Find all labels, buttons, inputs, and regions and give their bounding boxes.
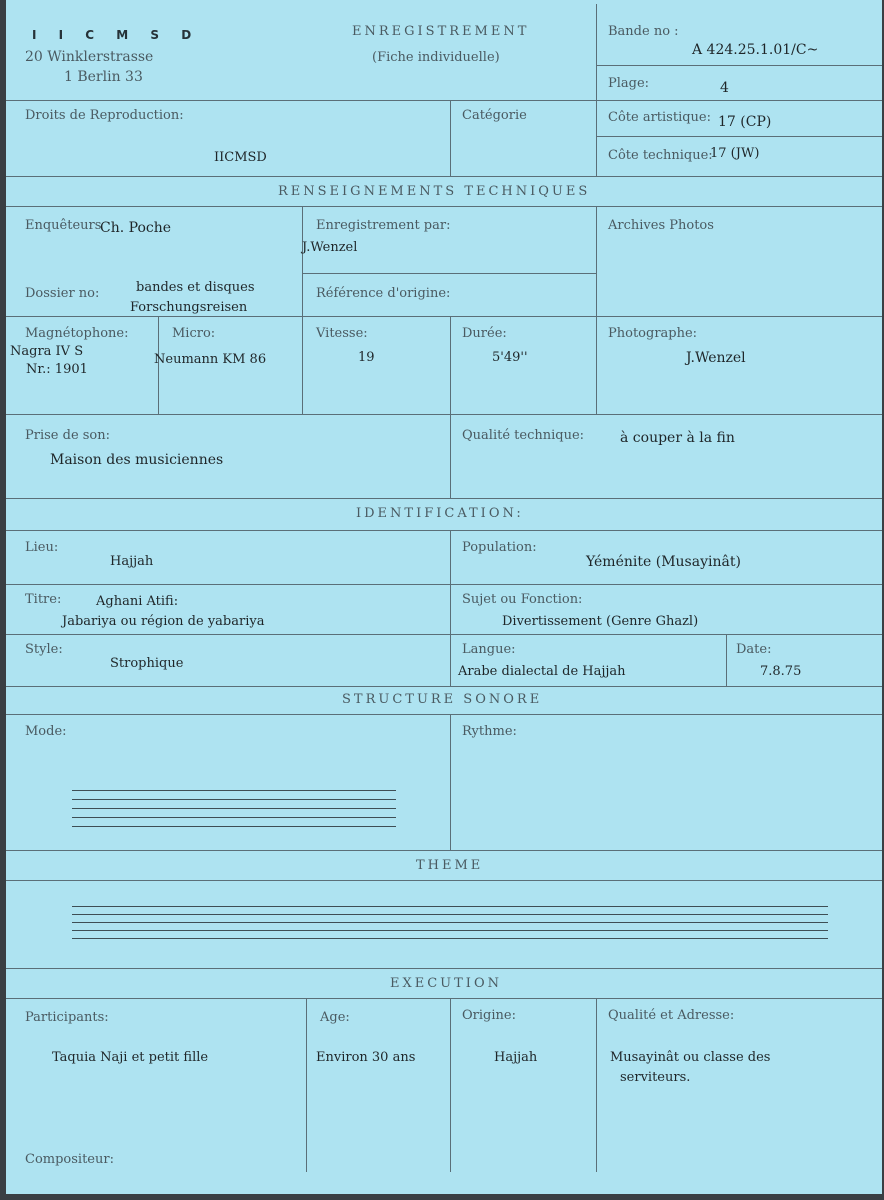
cote-artistique-label: Côte artistique: (608, 110, 711, 125)
archives-label: Archives Photos (608, 218, 714, 233)
mode-staff-line (72, 799, 396, 800)
micro-label: Micro: (172, 326, 216, 341)
magnetophone-value-2: Nr.: 1901 (26, 362, 88, 377)
rule (302, 273, 596, 274)
rule (6, 880, 882, 881)
section-structure-title: STRUCTURE SONORE (342, 692, 543, 707)
rule (596, 206, 597, 414)
rule (6, 850, 882, 851)
droits-value: IICMSD (214, 150, 267, 165)
rule (450, 414, 451, 498)
mode-staff-line (72, 790, 396, 791)
rule (6, 530, 882, 531)
bande-value: A 424.25.1.01/C~ (692, 42, 819, 58)
titre-value-1: Aghani Atifi: (96, 594, 179, 609)
rule (726, 634, 727, 686)
org-logo: I I C M S D (32, 28, 201, 42)
rule (6, 714, 882, 715)
enqueteurs-label: Enquêteurs (25, 218, 102, 233)
dossier-value-1: bandes et disques (136, 280, 255, 295)
rule (6, 686, 882, 687)
bande-label: Bande no : (608, 24, 679, 39)
qualite-adresse-value-2: serviteurs. (620, 1070, 691, 1085)
section-execution-title: EXECUTION (390, 976, 502, 991)
categorie-label: Catégorie (462, 108, 527, 123)
org-city: 1 Berlin 33 (64, 69, 143, 85)
rule (6, 316, 882, 317)
rule (6, 998, 882, 999)
rule (6, 498, 882, 499)
rule (306, 998, 307, 1172)
rule (6, 584, 882, 585)
cote-artistique-value: 17 (CP) (718, 114, 772, 130)
rule (6, 968, 882, 969)
vitesse-value: 19 (358, 350, 375, 365)
rule (6, 206, 882, 207)
enqueteurs-value: Ch. Poche (100, 220, 172, 236)
rule (450, 530, 451, 686)
mode-label: Mode: (25, 724, 67, 739)
participants-value: Taquia Naji et petit fille (52, 1050, 209, 1065)
lieu-label: Lieu: (25, 540, 59, 555)
rule (450, 714, 451, 850)
titre-value-2: Jabariya ou région de yabariya (62, 614, 265, 629)
rule (6, 176, 882, 177)
cote-technique-label: Côte technique: (608, 148, 713, 163)
droits-label: Droits de Reproduction: (25, 108, 184, 123)
langue-value: Arabe dialectal de Hajjah (458, 664, 626, 679)
theme-staff-line (72, 930, 828, 931)
titre-label: Titre: (25, 592, 62, 607)
dossier-label: Dossier no: (25, 286, 100, 301)
section-theme-title: THEME (416, 858, 484, 873)
lieu-value: Hajjah (110, 554, 154, 569)
rule (302, 206, 303, 414)
prise-label: Prise de son: (25, 428, 111, 443)
org-street: 20 Winklerstrasse (25, 49, 154, 65)
magnetophone-value-1: Nagra IV S (10, 344, 84, 359)
origine-label: Origine: (462, 1008, 516, 1023)
qualite-label: Qualité technique: (462, 428, 585, 443)
qualite-adresse-value-1: Musayinât ou classe des (610, 1050, 771, 1065)
population-label: Population: (462, 540, 537, 555)
rule (450, 100, 451, 176)
date-label: Date: (736, 642, 772, 657)
rule (6, 100, 882, 101)
rule (6, 414, 882, 415)
rule (450, 316, 451, 414)
sujet-label: Sujet ou Fonction: (462, 592, 583, 607)
theme-staff-line (72, 938, 828, 939)
theme-staff-line (72, 922, 828, 923)
rule (596, 136, 882, 137)
rule (596, 4, 597, 176)
date-value: 7.8.75 (760, 664, 802, 679)
theme-staff-line (72, 906, 828, 907)
duree-value: 5'49'' (492, 350, 528, 365)
qualite-adresse-label: Qualité et Adresse: (608, 1008, 735, 1023)
magnetophone-label: Magnétophone: (25, 326, 129, 341)
population-value: Yéménite (Musayinât) (586, 554, 741, 570)
mode-staff-line (72, 817, 396, 818)
compositeur-label: Compositeur: (25, 1152, 114, 1167)
origine-value: Hajjah (494, 1050, 538, 1065)
sujet-value: Divertissement (Genre Ghazl) (502, 614, 699, 629)
dossier-value-2: Forschungsreisen (130, 300, 248, 315)
rule (450, 998, 451, 1172)
section-technique-title: RENSEIGNEMENTS TECHNIQUES (278, 184, 591, 199)
form-subtitle: (Fiche individuelle) (372, 50, 500, 65)
record-card (6, 0, 882, 1194)
theme-staff-line (72, 914, 828, 915)
photographe-value: J.Wenzel (686, 350, 746, 366)
style-value: Strophique (110, 656, 184, 671)
cote-technique-value: 17 (JW) (710, 146, 760, 161)
vitesse-label: Vitesse: (316, 326, 368, 341)
micro-value: Neumann KM 86 (154, 352, 267, 367)
enregistrement-par-label: Enregistrement par: (316, 218, 451, 233)
section-identification-title: IDENTIFICATION: (356, 506, 524, 521)
reference-label: Référence d'origine: (316, 286, 451, 301)
rythme-label: Rythme: (462, 724, 517, 739)
rule (596, 998, 597, 1172)
rule (596, 65, 882, 66)
participants-label: Participants: (25, 1010, 109, 1025)
style-label: Style: (25, 642, 63, 657)
plage-value: 4 (720, 80, 729, 96)
age-label: Age: (320, 1010, 350, 1025)
plage-label: Plage: (608, 76, 650, 91)
mode-staff-line (72, 808, 396, 809)
age-value: Environ 30 ans (316, 1050, 416, 1065)
duree-label: Durée: (462, 326, 507, 341)
qualite-value: à couper à la fin (620, 430, 735, 446)
langue-label: Langue: (462, 642, 516, 657)
rule (6, 634, 882, 635)
form-title: ENREGISTREMENT (352, 24, 530, 39)
photographe-label: Photographe: (608, 326, 698, 341)
prise-value: Maison des musiciennes (50, 452, 224, 468)
mode-staff-line (72, 826, 396, 827)
enregistrement-par-value: J.Wenzel (302, 240, 358, 255)
